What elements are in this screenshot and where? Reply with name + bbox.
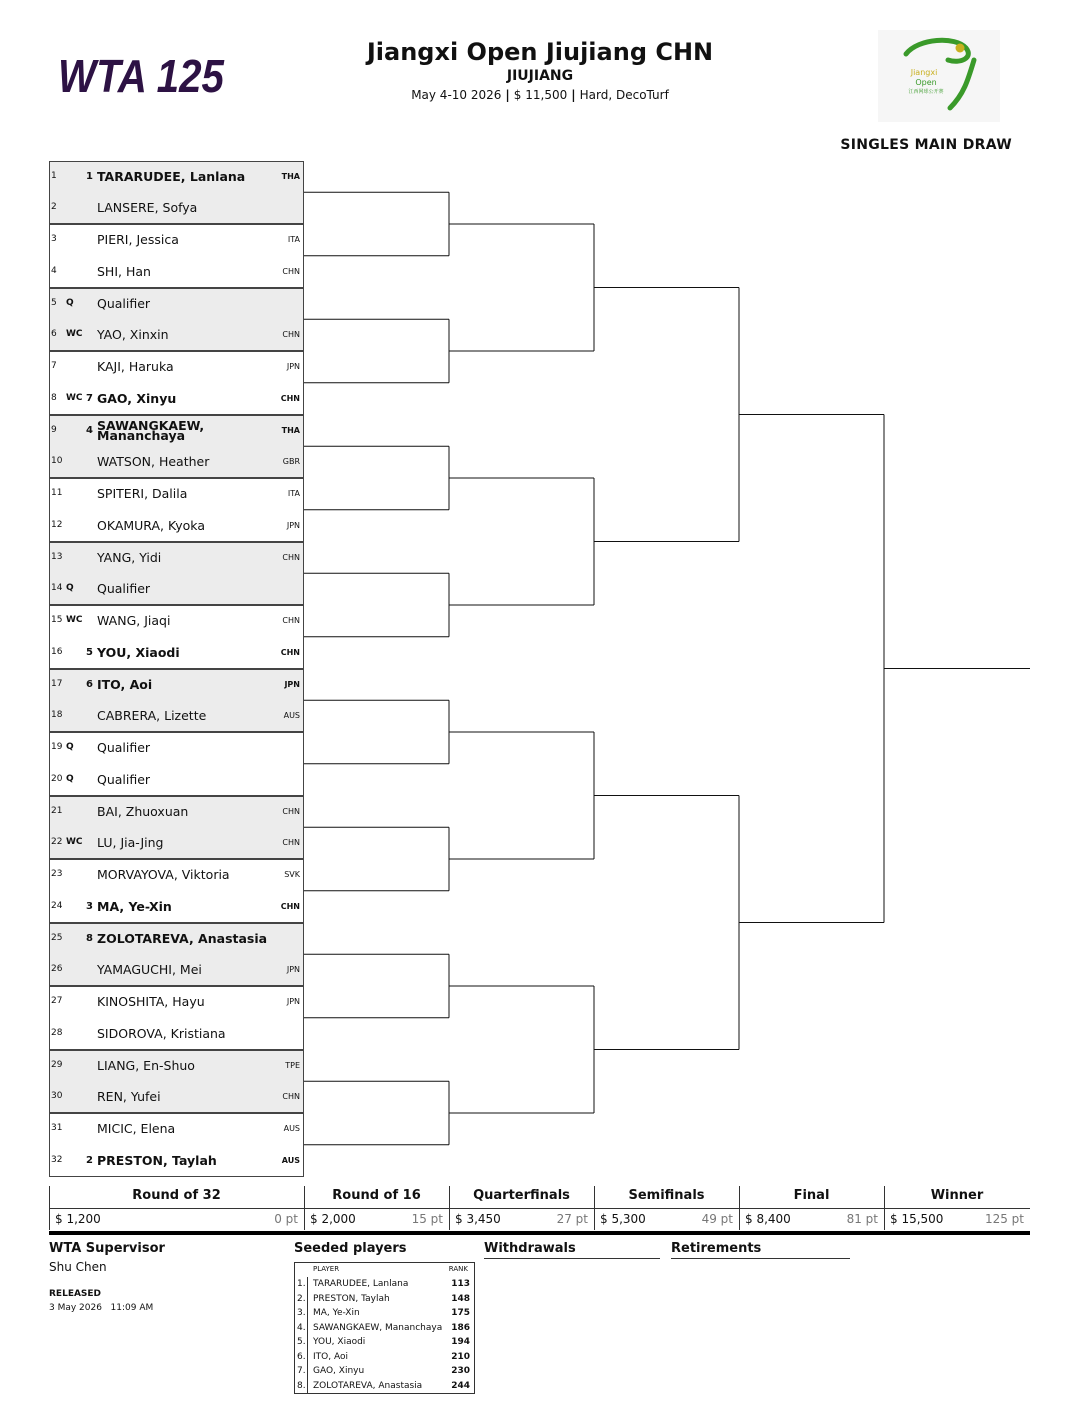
draw-position: 7 — [51, 361, 57, 371]
seed-player-name: MA, Ye-Xin — [313, 1308, 360, 1318]
player-country: CHN — [282, 552, 300, 562]
player-name: YANG, Yidi — [97, 549, 162, 565]
draw-position: 31 — [51, 1123, 63, 1133]
player-country: ITA — [287, 489, 300, 498]
entry-status: WC — [66, 615, 83, 625]
seed-rank: 148 — [451, 1293, 470, 1304]
player-name: SPITERI, Dalila — [97, 486, 188, 501]
separator: | — [571, 88, 576, 102]
seed-num: 5. — [297, 1335, 308, 1350]
seed-rank: 210 — [451, 1351, 470, 1362]
draw-type-title: SINGLES MAIN DRAW — [840, 137, 1012, 153]
player-country: THA — [281, 171, 300, 181]
seed-rank: 244 — [451, 1380, 470, 1391]
round-points: 81 pt — [846, 1212, 878, 1226]
round-prize: $ 15,500 — [890, 1212, 944, 1226]
player-name: KAJI, Haruka — [97, 359, 174, 374]
round-divider — [49, 1208, 304, 1209]
round-prize-footer — [49, 1186, 1030, 1238]
tournament-surface: Hard, DecoTurf — [579, 88, 669, 102]
player-name: MORVAYOVA, Viktoria — [97, 867, 230, 882]
player-name: Qualifier — [97, 740, 151, 755]
entry-status: WC — [66, 392, 83, 403]
round-prize: $ 2,000 — [310, 1212, 356, 1226]
player-name: CABRERA, Lizette — [97, 708, 207, 724]
draw-position: 5 — [51, 297, 57, 308]
draw-position: 14 — [51, 583, 63, 594]
entry-status: WC — [66, 837, 83, 848]
player-name: GAO, Xinyu — [97, 390, 177, 406]
player-country: AUS — [283, 1124, 300, 1133]
draw-position: 30 — [51, 1091, 63, 1102]
player-name: OKAMURA, Kyoka — [97, 517, 205, 533]
player-country: CHN — [282, 838, 300, 848]
seed-rank: 230 — [451, 1366, 470, 1376]
player-name: ZOLOTAREVA, Anastasia — [97, 930, 268, 946]
player-country: CHN — [282, 266, 300, 276]
player-country: AUS — [283, 711, 300, 721]
tournament-title: Jiangxi Open Jiujiang CHN — [366, 38, 714, 66]
seed-num: 3. — [297, 1306, 308, 1321]
entry-status: Q — [66, 583, 74, 594]
round-prize: $ 3,450 — [455, 1212, 501, 1226]
tournament-city: JIUJIANG — [506, 68, 574, 84]
player-name: ITO, Aoi — [97, 676, 153, 692]
round-divider — [739, 1208, 884, 1209]
seed-number: 8 — [86, 932, 93, 944]
player-name: YAMAGUCHI, Mei — [97, 962, 202, 978]
draw-position: 3 — [51, 234, 57, 244]
seeded-players-table — [294, 1262, 475, 1394]
seed-row — [295, 1364, 476, 1379]
supervisor-title: WTA Supervisor — [49, 1241, 165, 1256]
player-name: LU, Jia-Jing — [97, 835, 164, 851]
round-divider — [449, 1208, 594, 1209]
player-name: PRESTON, Taylah — [97, 1152, 217, 1168]
draw-position: 19 — [51, 742, 63, 752]
round-name: Round of 32 — [132, 1188, 221, 1203]
player-country: CHN — [282, 330, 300, 340]
player-name: YOU, Xiaodi — [97, 644, 180, 660]
seed-player-name: TARARUDEE, Lanlana — [313, 1279, 409, 1289]
player-name: SHI, Han — [97, 263, 151, 279]
player-name: Qualifier — [97, 771, 151, 787]
draw-position: 26 — [51, 964, 63, 975]
seed-number: 5 — [86, 646, 93, 658]
seed-num: 1. — [297, 1277, 308, 1292]
player-country: JPN — [286, 520, 300, 530]
player-country: CHN — [280, 393, 300, 403]
draw-position: 9 — [51, 424, 57, 435]
round-divider — [304, 1208, 449, 1209]
released-date: 3 May 2026 11:09 AM — [49, 1303, 154, 1313]
round-column — [739, 1186, 884, 1230]
round-points: 125 pt — [984, 1212, 1024, 1226]
round-points: 49 pt — [701, 1212, 733, 1226]
tournament-prize: $ 11,500 — [513, 88, 568, 102]
entry-status: Q — [66, 297, 74, 308]
round-name: Round of 16 — [332, 1188, 421, 1203]
withdrawals-title: Withdrawals — [484, 1241, 660, 1259]
logo-text: WTA 125 — [58, 50, 226, 102]
entry-status: Q — [66, 773, 74, 784]
seed-number: 2 — [86, 1154, 93, 1166]
player-name: SIDOROVA, Kristiana — [97, 1025, 226, 1041]
footer-rule — [49, 1231, 1030, 1235]
event-logo-line1: Jiangxi — [910, 68, 938, 77]
player-country: CHN — [280, 647, 300, 657]
seed-player-name: PRESTON, Taylah — [313, 1293, 390, 1304]
draw-position: 32 — [51, 1154, 63, 1165]
draw-position: 27 — [51, 996, 63, 1006]
player-country: ITA — [287, 235, 300, 244]
seed-row — [295, 1335, 476, 1350]
draw-position: 24 — [51, 900, 63, 911]
seed-number: 1 — [86, 170, 93, 182]
player-name: TARARUDEE, Lanlana — [97, 168, 246, 184]
player-country: THA — [281, 425, 300, 435]
player-country: JPN — [286, 997, 300, 1006]
round-divider — [594, 1208, 739, 1209]
player-name: Qualifier — [97, 295, 151, 311]
seed-row — [295, 1277, 476, 1292]
player-country: CHN — [280, 901, 300, 911]
draw-position: 2 — [51, 202, 57, 213]
round-column — [49, 1186, 304, 1230]
player-name: WATSON, Heather — [97, 454, 210, 470]
player-name: SAWANGKAEW, Mananchaya — [97, 417, 205, 443]
draw-position: 20 — [51, 773, 63, 784]
seed-player-name: ITO, Aoi — [313, 1351, 348, 1362]
seed-row — [295, 1321, 476, 1336]
draw-position: 8 — [51, 392, 57, 403]
draw-position: 18 — [51, 710, 63, 721]
round-name: Winner — [930, 1188, 984, 1203]
player-country: JPN — [286, 362, 300, 371]
player-name: PIERI, Jessica — [97, 232, 179, 247]
round-points: 15 pt — [411, 1212, 443, 1226]
player-country: GBR — [282, 457, 300, 467]
event-logo-line2: Open — [915, 78, 937, 87]
seed-rank: 194 — [451, 1337, 470, 1347]
draw-position: 12 — [51, 519, 63, 530]
player-name: YAO, Xinxin — [97, 327, 169, 343]
seed-num: 7. — [297, 1364, 308, 1379]
draw-position: 10 — [51, 456, 63, 467]
round-name: Semifinals — [628, 1188, 705, 1203]
draw-position: 4 — [51, 265, 57, 276]
retirements-title: Retirements — [671, 1241, 850, 1259]
draw-position: 6 — [51, 329, 57, 340]
round-divider — [884, 1208, 1030, 1209]
round-column — [884, 1186, 1030, 1230]
player-name: REN, Yufei — [97, 1089, 161, 1105]
seed-number: 6 — [86, 678, 93, 690]
seeded-players-title: Seeded players — [294, 1241, 407, 1256]
seed-row — [295, 1292, 476, 1307]
seed-number: 4 — [86, 424, 93, 436]
seed-rank: 113 — [451, 1279, 470, 1289]
seed-num: 8. — [297, 1379, 308, 1394]
separator: | — [505, 88, 510, 102]
seed-rank: 186 — [451, 1322, 470, 1333]
draw-position: 13 — [51, 551, 63, 562]
seed-player-name: SAWANGKAEW, Mananchaya — [313, 1322, 443, 1333]
seed-row — [295, 1379, 476, 1394]
draw-position: 25 — [51, 932, 63, 943]
seed-player-header: PLAYER — [313, 1265, 340, 1273]
draw-position: 11 — [51, 488, 63, 498]
player-name: Qualifier — [97, 581, 151, 597]
player-name: LANSERE, Sofya — [97, 200, 198, 216]
player-name: BAI, Zhuoxuan — [97, 803, 189, 819]
round-points: 27 pt — [556, 1212, 588, 1226]
player-country: CHN — [282, 806, 300, 816]
draw-position: 1 — [51, 170, 57, 181]
draw-position: 21 — [51, 805, 63, 816]
seed-num: 2. — [297, 1292, 308, 1307]
round-name: Quarterfinals — [473, 1188, 570, 1203]
event-logo-line3: 江西网球公开赛 — [908, 89, 944, 95]
seed-number: 3 — [86, 900, 93, 912]
player-country: TPE — [285, 1060, 300, 1070]
seed-player-name: GAO, Xinyu — [313, 1366, 365, 1376]
draw-position: 28 — [51, 1027, 63, 1038]
entry-status: Q — [66, 742, 74, 752]
seed-number: 7 — [86, 392, 93, 404]
player-name: MA, Ye-Xin — [97, 898, 172, 914]
player-country: JPN — [286, 965, 300, 975]
draw-position: 22 — [51, 837, 63, 848]
draw-position: 15 — [51, 615, 63, 625]
seed-num: 4. — [297, 1321, 308, 1336]
player-country: JPN — [284, 679, 300, 689]
draw-position: 17 — [51, 678, 63, 689]
round-prize: $ 5,300 — [600, 1212, 646, 1226]
seed-num: 6. — [297, 1350, 308, 1365]
seed-rank: 175 — [451, 1308, 470, 1318]
round-column — [594, 1186, 739, 1230]
round-column — [449, 1186, 594, 1230]
seed-row — [295, 1306, 476, 1321]
seed-row — [295, 1350, 476, 1365]
player-country: AUS — [281, 1155, 300, 1165]
round-prize: $ 8,400 — [745, 1212, 791, 1226]
draw-position: 16 — [51, 646, 63, 657]
player-name: LIANG, En-Shuo — [97, 1057, 195, 1073]
seed-player-name: ZOLOTAREVA, Anastasia — [313, 1380, 423, 1391]
draw-position: 29 — [51, 1059, 63, 1070]
round-column — [304, 1186, 449, 1230]
seed-rank-header: RANK — [448, 1265, 468, 1273]
round-points: 0 pt — [274, 1212, 298, 1226]
player-name: WANG, Jiaqi — [97, 613, 171, 628]
entry-status: WC — [66, 329, 83, 340]
supervisor-name: Shu Chen — [49, 1260, 107, 1274]
player-country: CHN — [282, 616, 300, 625]
tournament-dates: May 4-10 2026 — [411, 88, 502, 102]
draw-position: 23 — [51, 869, 63, 879]
player-name: MICIC, Elena — [97, 1121, 176, 1136]
player-name: KINOSHITA, Hayu — [97, 994, 205, 1009]
seed-player-name: YOU, Xiaodi — [313, 1337, 366, 1347]
released-label: RELEASED — [49, 1289, 102, 1299]
round-prize: $ 1,200 — [55, 1212, 101, 1226]
player-country: CHN — [282, 1092, 300, 1102]
round-name: Final — [793, 1188, 830, 1203]
player-country: SVK — [284, 870, 300, 879]
